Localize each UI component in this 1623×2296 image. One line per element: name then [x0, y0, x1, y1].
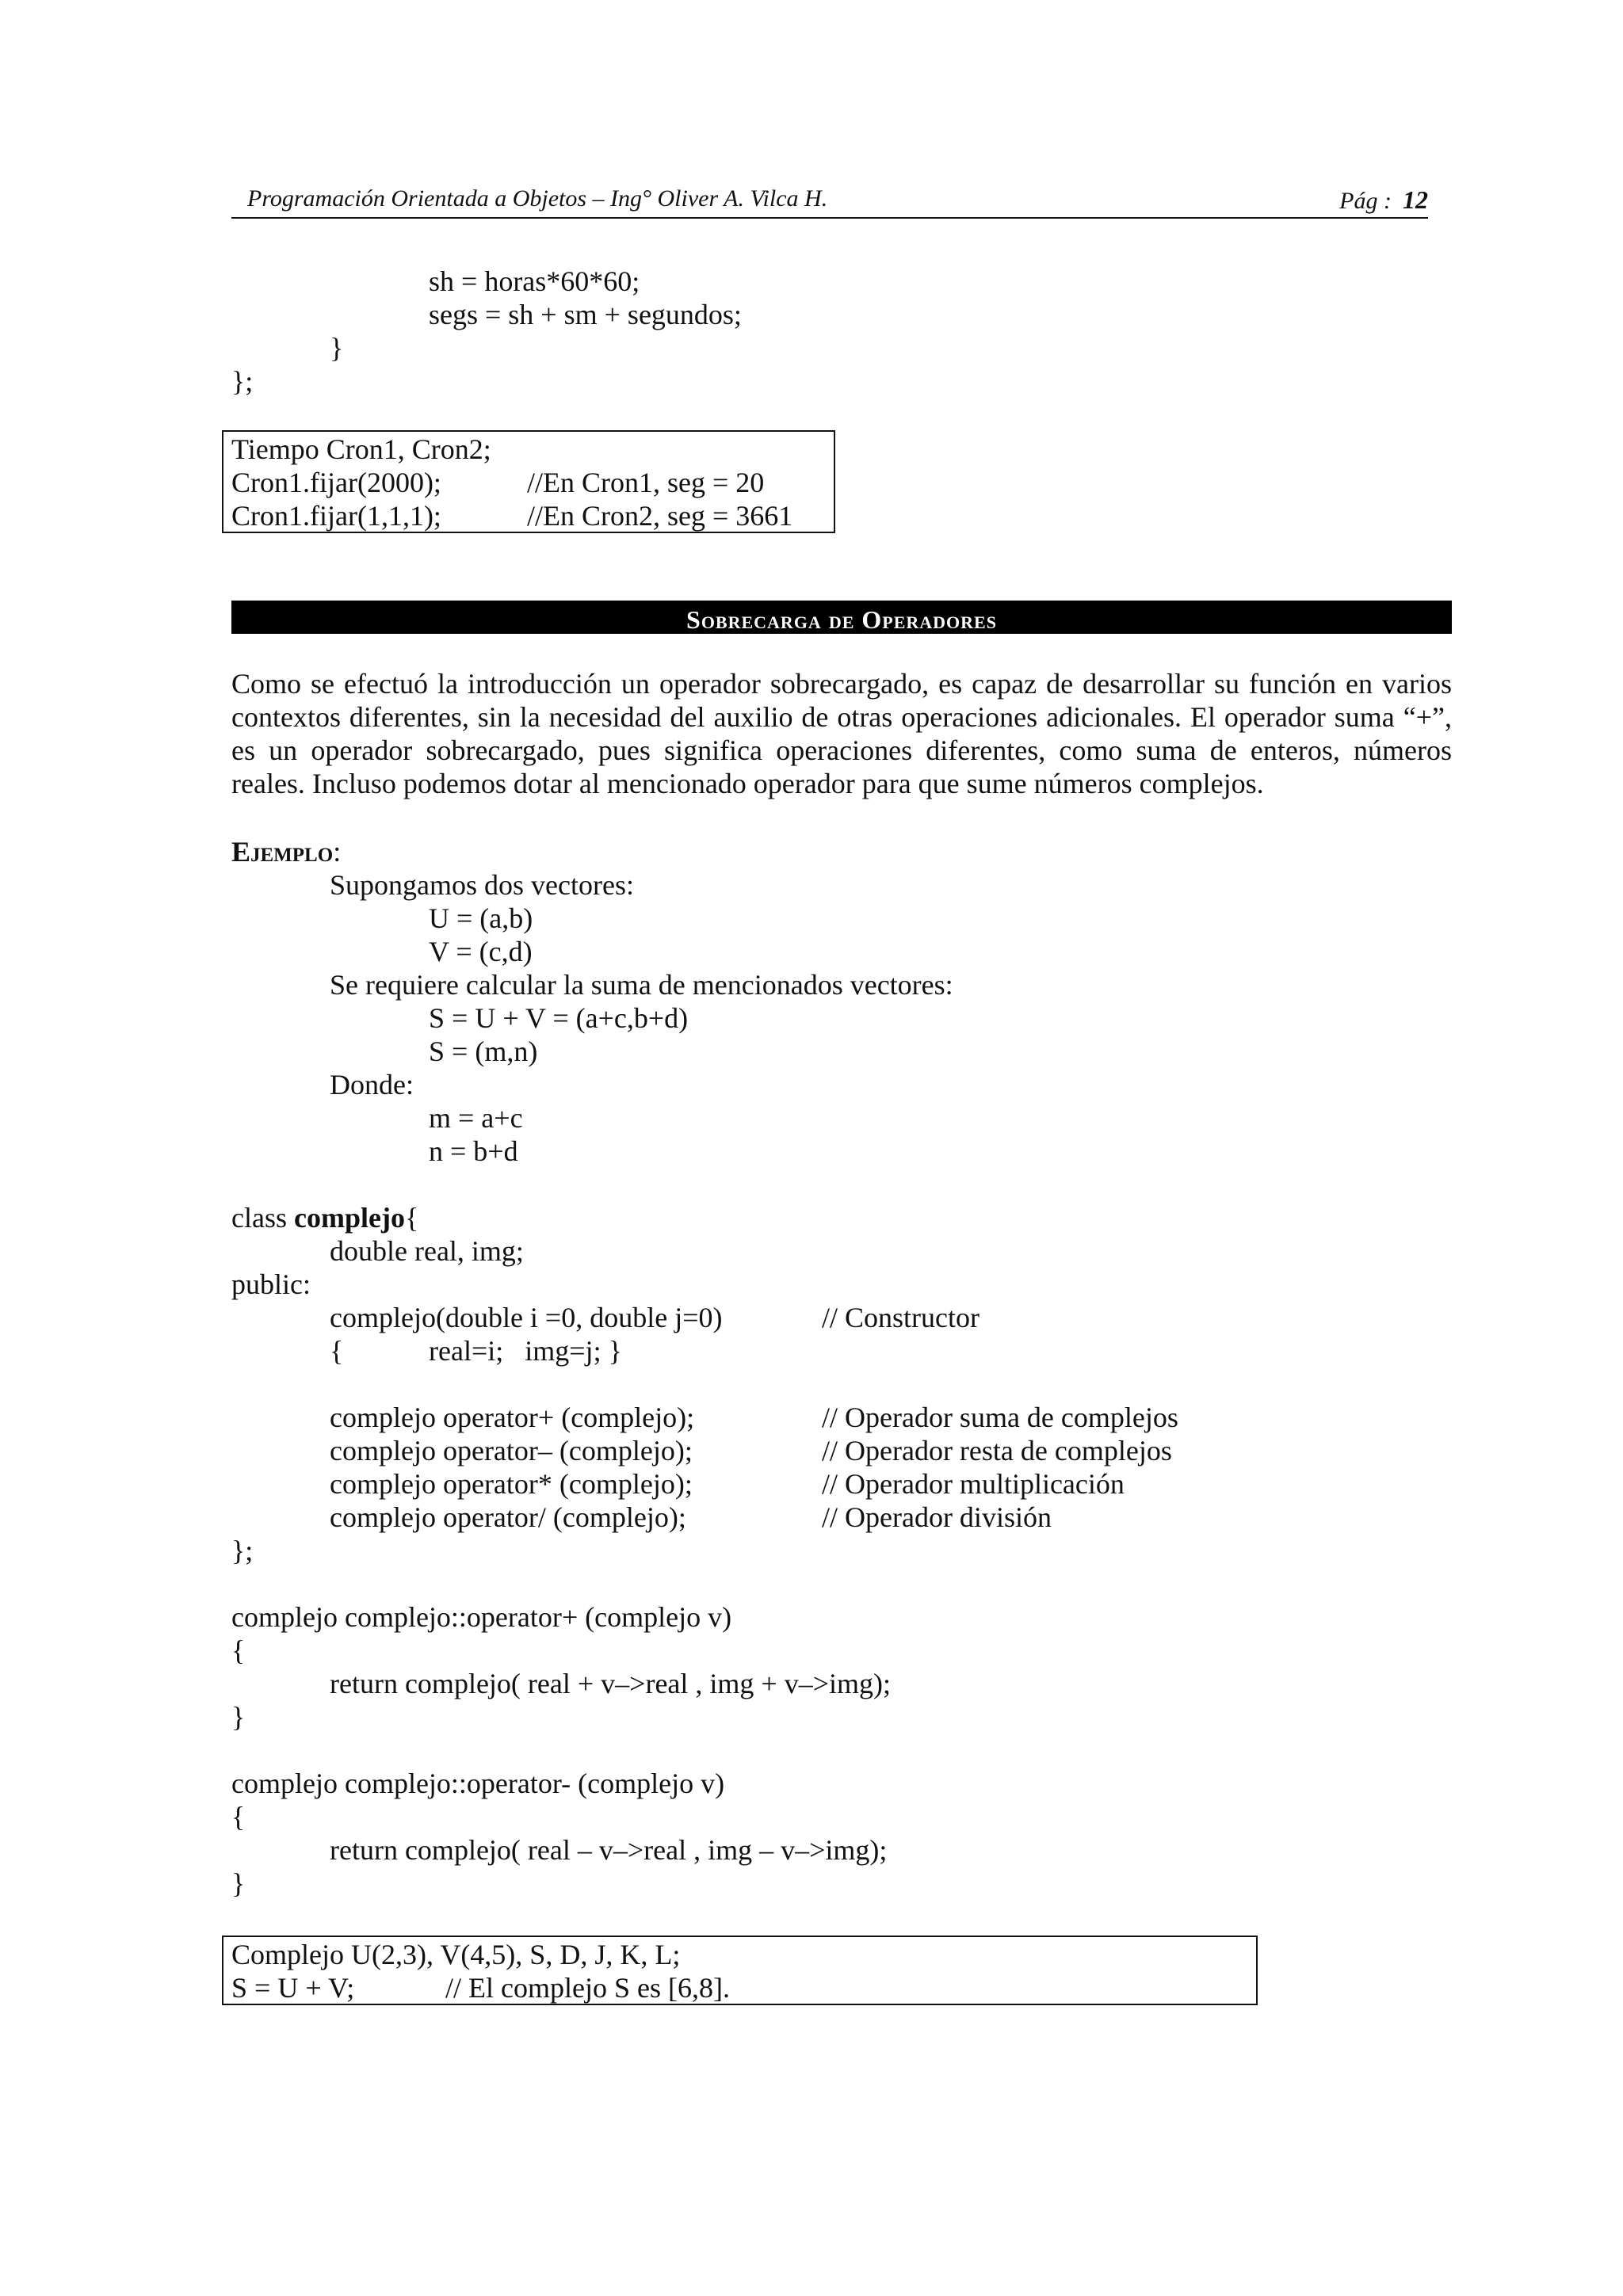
function-open-brace: {	[231, 1634, 246, 1666]
box-code: Cron1.fijar(1,1,1);	[231, 500, 441, 532]
operator-declaration: complejo operator+ (complejo);	[330, 1402, 695, 1433]
class-brace: {	[404, 1202, 419, 1234]
function-close-brace: }	[231, 1701, 246, 1733]
example-colon: :	[333, 836, 342, 868]
header-title: Programación Orientada a Objetos – Ing° Oliver A. Vilca H.	[247, 185, 828, 212]
code-line: }	[330, 332, 344, 364]
function-close-brace: }	[231, 1867, 246, 1899]
page-label: Pág :	[1339, 188, 1392, 214]
box-comment: // El complejo S es [6,8].	[445, 1972, 730, 2004]
example-line: S = (m,n)	[429, 1035, 538, 1067]
class-keyword: class	[231, 1202, 294, 1234]
box-code: Cron1.fijar(2000);	[231, 467, 441, 498]
example-line: S = U + V = (a+c,b+d)	[429, 1002, 689, 1034]
operator-declaration: complejo operator/ (complejo);	[330, 1501, 686, 1533]
box-code: Complejo U(2,3), V(4,5), S, D, J, K, L;	[231, 1939, 681, 1970]
section-title: Sobrecarga de Operadores	[686, 605, 997, 634]
example-line: U = (a,b)	[429, 902, 533, 934]
function-open-brace: {	[231, 1801, 246, 1833]
example-line: Supongamos dos vectores:	[330, 869, 634, 901]
example-line: Donde:	[330, 1069, 414, 1100]
public-label: public:	[231, 1268, 311, 1300]
section-heading-bar	[231, 601, 1452, 634]
constructor-comment: // Constructor	[822, 1302, 980, 1333]
constructor-body-open: {	[330, 1335, 344, 1367]
operator-declaration: complejo operator* (complejo);	[330, 1468, 693, 1500]
class-members: double real, img;	[330, 1235, 524, 1267]
operator-comment: // Operador división	[822, 1501, 1052, 1533]
function-signature: complejo complejo::operator- (complejo v)	[231, 1768, 725, 1799]
example-heading	[231, 835, 341, 868]
code-line: sh = horas*60*60;	[429, 265, 640, 297]
function-signature: complejo complejo::operator+ (complejo v)	[231, 1601, 732, 1633]
function-body: return complejo( real + v–>real , img + v–>img);	[330, 1668, 892, 1699]
body-paragraph: Como se efectuó la introducción un operador sobrecargado, es capaz de desarrollar su función en varios contextos diferentes, sin la necesidad del auxilio de otras operaciones adicionales. El operador suma “+”, es un operador sobrecargado, pues significa operaciones diferentes, como suma de enteros, números reales. Incluso podemos dotar al mencionado operador para que sume números complejos.	[231, 668, 1452, 799]
operator-comment: // Operador resta de complejos	[822, 1435, 1172, 1466]
box-code: Tiempo Cron1, Cron2;	[231, 433, 491, 465]
example-label: Ejemplo	[231, 836, 334, 868]
class-name: complejo	[293, 1202, 405, 1234]
example-line: V = (c,d)	[429, 936, 533, 967]
example-line: n = b+d	[429, 1135, 518, 1167]
box-code: S = U + V;	[231, 1972, 355, 2004]
box-comment: //En Cron2, seg = 3661	[527, 500, 793, 532]
example-line: m = a+c	[429, 1102, 523, 1134]
box-comment: //En Cron1, seg = 20	[527, 467, 765, 498]
class-end: };	[231, 1535, 254, 1566]
operator-comment: // Operador suma de complejos	[822, 1402, 1178, 1433]
example-line: Se requiere calcular la suma de mencionados vectores:	[330, 969, 953, 1001]
constructor-body: real=i; img=j; }	[429, 1335, 622, 1367]
page-header	[231, 185, 1428, 219]
class-declaration	[231, 1201, 418, 1234]
header-page	[1339, 185, 1428, 215]
operator-comment: // Operador multiplicación	[822, 1468, 1125, 1500]
code-line: };	[231, 365, 254, 397]
constructor-signature: complejo(double i =0, double j=0)	[330, 1302, 723, 1333]
code-line: segs = sh + sm + segundos;	[429, 299, 742, 330]
operator-declaration: complejo operator– (complejo);	[330, 1435, 693, 1466]
function-body: return complejo( real – v–>real , img – v–>img);	[330, 1834, 888, 1866]
page-number: 12	[1403, 185, 1428, 214]
